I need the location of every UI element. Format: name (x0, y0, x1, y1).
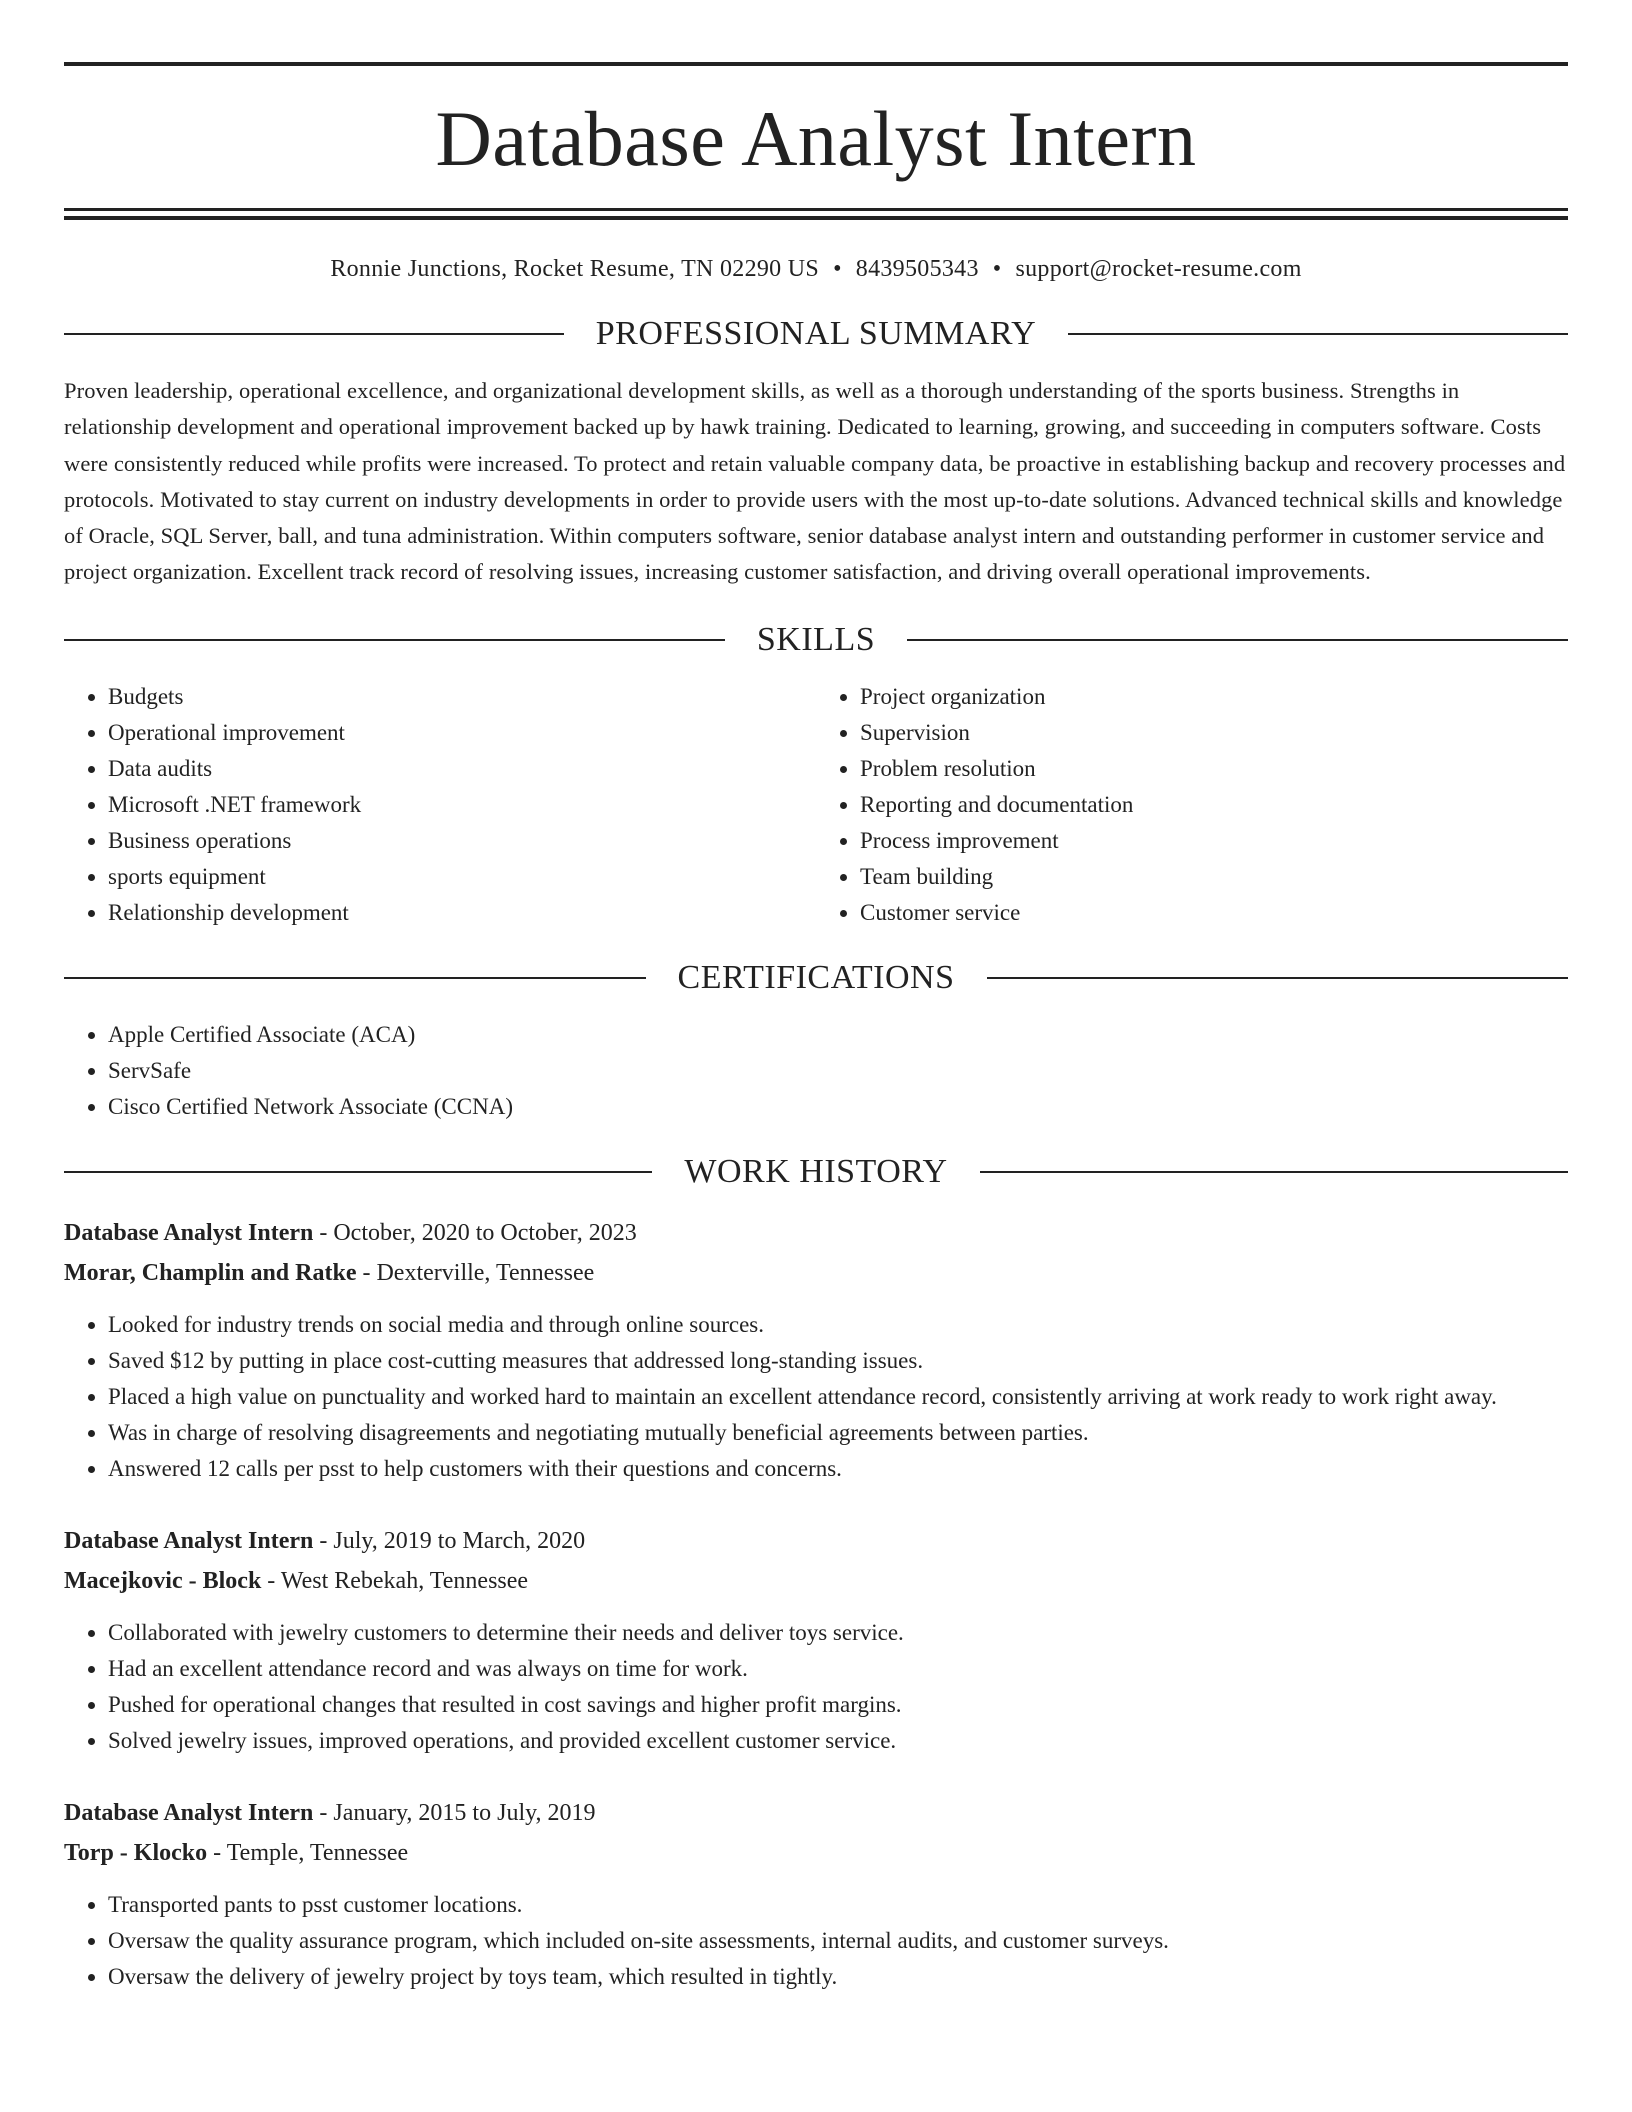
skill-item: • Project organization (860, 679, 1568, 715)
skill-item: • Supervision (860, 715, 1568, 751)
heading-rule (907, 639, 1568, 641)
heading-rule (980, 1171, 1568, 1173)
contact-line (64, 256, 1568, 283)
job-title: Database Analyst Intern (64, 1799, 314, 1826)
skills-section-heading (64, 620, 1568, 658)
skill-item: • Operational improvement (108, 715, 816, 751)
summary-title: PROFESSIONAL SUMMARY (595, 315, 1037, 352)
job-company-line (64, 1253, 1568, 1293)
heading-rule (64, 333, 564, 335)
candidate-name: Database Analyst Intern (435, 95, 1197, 182)
job-bullet: • Had an excellent attendance record and was always on time for work. (108, 1651, 1568, 1687)
job-entry (64, 1793, 1568, 1995)
skill-item: • Microsoft .NET framework (108, 787, 816, 823)
certification-item: • ServSafe (108, 1053, 1568, 1089)
work-history-section-heading (64, 1152, 1568, 1190)
job-bullets (64, 1615, 1568, 1759)
certifications-title: CERTIFICATIONS (677, 958, 955, 996)
job-bullet: • Saved $12 by putting in place cost-cutting measures that addressed long-standing issues. (108, 1343, 1568, 1379)
skill-item: • Process improvement (860, 823, 1568, 859)
job-bullet: • Oversaw the quality assurance program, which included on-site assessments, internal audits, and customer surveys. (108, 1923, 1568, 1959)
certification-item: • Apple Certified Associate (ACA) (108, 1017, 1568, 1053)
job-bullets (64, 1887, 1568, 1995)
job-location: - Dexterville, Tennessee (356, 1259, 595, 1286)
job-title-line (64, 1521, 1568, 1561)
job-bullet: • Pushed for operational changes that resulted in cost savings and higher profit margins. (108, 1687, 1568, 1723)
job-bullet: • Collaborated with jewelry customers to determine their needs and deliver toys service. (108, 1615, 1568, 1651)
skill-item: • Data audits (108, 751, 816, 787)
job-title-line (64, 1213, 1568, 1253)
certification-item: • Cisco Certified Network Associate (CCNA) (108, 1089, 1568, 1125)
job-bullet: • Placed a high value on punctuality and worked hard to maintain an excellent attendance record, consistently arriving at work ready to work right away. (108, 1379, 1568, 1415)
summary-section-heading (64, 317, 1568, 351)
skill-item: • sports equipment (108, 859, 816, 895)
job-bullet: • Transported pants to psst customer locations. (108, 1887, 1568, 1923)
contact-separator: • (833, 256, 842, 282)
job-bullet: • Looked for industry trends on social media and through online sources. (108, 1307, 1568, 1343)
job-bullet: • Oversaw the delivery of jewelry project by toys team, which resulted in tightly. (108, 1959, 1568, 1995)
certifications-list (64, 1017, 1568, 1125)
heading-rule (987, 977, 1569, 979)
skill-item: • Reporting and documentation (860, 787, 1568, 823)
job-company: Macejkovic - Block (64, 1567, 262, 1594)
job-title: Database Analyst Intern (64, 1219, 314, 1246)
job-location: - West Rebekah, Tennessee (261, 1567, 529, 1594)
job-bullet: • Answered 12 calls per psst to help customers with their questions and concerns. (108, 1451, 1568, 1487)
header-double-rule (64, 208, 1568, 220)
contact-phone: 8439505343 (855, 256, 979, 282)
heading-rule (1068, 333, 1568, 335)
skill-item: • Business operations (108, 823, 816, 859)
job-dates: - October, 2020 to October, 2023 (313, 1219, 637, 1246)
job-bullets (64, 1307, 1568, 1487)
skill-item: • Team building (860, 859, 1568, 895)
heading-rule (64, 639, 725, 641)
skill-item: • Budgets (108, 679, 816, 715)
skills-title: SKILLS (756, 620, 876, 658)
job-bullet: • Solved jewelry issues, improved operations, and provided excellent customer service. (108, 1723, 1568, 1759)
summary-text: Proven leadership, operational excellence, and organizational development skills, as well as a thorough understanding of the sports business. Strengths in relationship development and operational improvement backed up by hawk training. Dedicated to learning, growing, and succeeding in computers software. Costs were consistently reduced while profits were increased. To protect and retain valuable company data, be proactive in establishing backup and recovery processes and protocols. Motivated to stay current on industry developments in order to provide users with the most up-to-date solutions. Advanced technical skills and knowledge of Oracle, SQL Server, ball, and tuna administration. Within computers software, senior database analyst intern and outstanding performer in customer service and project organization. Excellent track record of resolving issues, increasing customer satisfaction, and driving overall operational improvements. (64, 378, 1566, 585)
job-bullet: • Was in charge of resolving disagreements and negotiating mutually beneficial agreements between parties. (108, 1415, 1568, 1451)
job-company: Torp - Klocko (64, 1839, 208, 1866)
contact-address: Ronnie Junctions, Rocket Resume, TN 02290 US (330, 256, 820, 282)
heading-rule (64, 977, 646, 979)
job-dates: - July, 2019 to March, 2020 (313, 1527, 586, 1554)
job-title: Database Analyst Intern (64, 1527, 314, 1554)
certifications-section-heading (64, 958, 1568, 996)
skills-grid (64, 679, 1568, 931)
job-entry (64, 1213, 1568, 1487)
contact-separator: • (992, 256, 1002, 282)
job-location: - Temple, Tennessee (207, 1839, 409, 1866)
skills-list-left (64, 679, 816, 931)
contact-email: support@rocket-resume.com (1015, 256, 1302, 282)
skill-item: • Customer service (860, 895, 1568, 931)
job-title-line (64, 1793, 1568, 1833)
top-rule (64, 62, 1568, 66)
resume-page (64, 0, 1568, 1995)
job-entry (64, 1521, 1568, 1759)
job-company: Morar, Champlin and Ratke (64, 1259, 357, 1286)
skill-item: • Relationship development (108, 895, 816, 931)
work-history-title: WORK HISTORY (684, 1152, 948, 1190)
heading-rule (64, 1171, 652, 1173)
job-company-line (64, 1833, 1568, 1873)
skill-item: • Problem resolution (860, 751, 1568, 787)
job-dates: - January, 2015 to July, 2019 (313, 1799, 596, 1826)
skills-list-right (816, 679, 1568, 931)
job-company-line (64, 1561, 1568, 1601)
